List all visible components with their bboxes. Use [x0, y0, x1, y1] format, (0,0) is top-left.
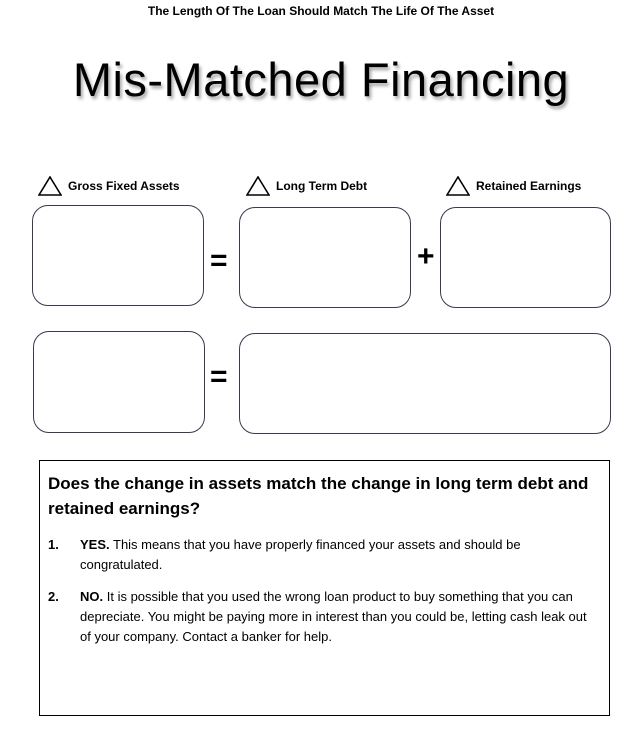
- total-financing-change-box[interactable]: [239, 333, 611, 434]
- item-number: 2.: [48, 589, 59, 604]
- label-long-term-debt: [246, 176, 367, 196]
- item-text: It is possible that you used the wrong loan product to buy something that you can depreciate. You might be paying more in interest than you could be, letting cash leak out of your company. Contact a banker for help.: [80, 589, 587, 644]
- retained-earnings-box[interactable]: [440, 207, 611, 308]
- label-retained-earnings: [446, 176, 581, 196]
- item-body: [80, 587, 601, 647]
- plus-sign: +: [417, 240, 435, 273]
- page-title: Mis-Matched Financing: [72, 53, 570, 106]
- answer-item-no: [48, 587, 601, 647]
- label-text: Retained Earnings: [476, 179, 582, 193]
- total-assets-change-box[interactable]: [33, 331, 205, 433]
- item-body: [80, 535, 601, 575]
- label-text: Long Term Debt: [276, 179, 368, 193]
- delta-triangle-icon: [446, 176, 470, 196]
- delta-triangle-icon: [246, 176, 270, 196]
- page-subtitle: The Length Of The Loan Should Match The Life Of The Asset: [147, 4, 495, 18]
- gross-fixed-assets-box[interactable]: [32, 205, 204, 306]
- question-panel: [39, 460, 610, 716]
- equals-sign: =: [210, 360, 228, 393]
- answer-item-yes: [48, 535, 601, 575]
- item-number: 1.: [48, 537, 59, 552]
- long-term-debt-box[interactable]: [239, 207, 411, 308]
- item-text: This means that you have properly financed your assets and should be congratulated.: [80, 537, 521, 572]
- label-text: Gross Fixed Assets: [68, 179, 180, 193]
- item-keyword: YES.: [80, 537, 110, 552]
- label-gross-fixed-assets: [38, 176, 180, 196]
- delta-triangle-icon: [38, 176, 62, 196]
- question-text: Does the change in assets match the change in long term debt and retained earnings?: [48, 474, 589, 518]
- item-keyword: NO.: [80, 589, 104, 604]
- equals-sign: =: [210, 244, 228, 277]
